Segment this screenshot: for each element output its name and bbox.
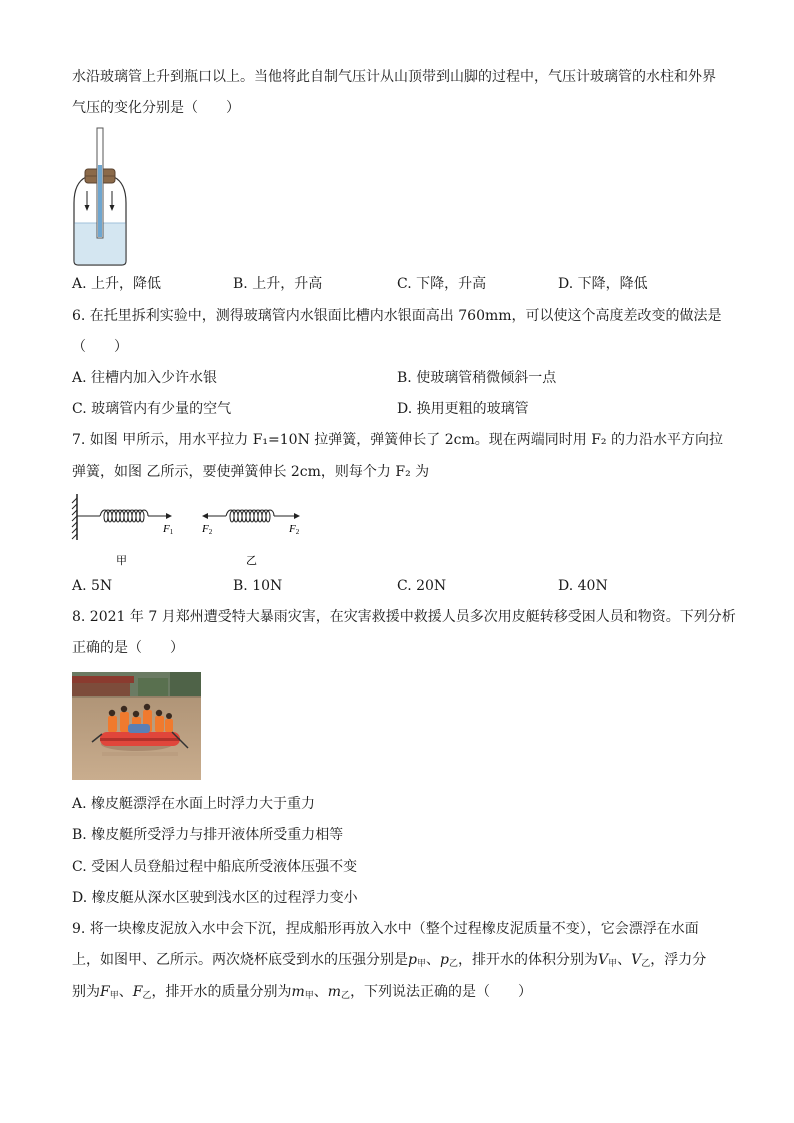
q7-option-b[interactable]: B. 10N — [233, 578, 283, 594]
q5-stem-line2: 气压的变化分别是（ ） — [72, 100, 240, 116]
q6-option-c[interactable]: C. 玻璃管内有少量的空气 — [72, 401, 232, 417]
q9-stem-line1: 9. 将一块橡皮泥放入水中会下沉，捏成船形再放入水中（整个过程橡皮泥质量不变），它会漂浮在水面 — [72, 921, 699, 937]
f2-right-label: F2 — [289, 523, 300, 536]
spring-figure — [70, 490, 310, 570]
q6-option-d[interactable]: D. 换用更粗的玻璃管 — [397, 401, 529, 417]
rescue-boat-photo — [72, 672, 201, 780]
q5-option-c[interactable]: C. 下降，升高 — [397, 276, 487, 292]
q8-stem-line2: 正确的是（ ） — [72, 640, 184, 656]
q6-stem-line1: 6. 在托里拆利实验中，测得玻璃管内水银面比槽内水银面高出 760mm，可以使这个高度差改变的做法是 — [72, 308, 722, 324]
q8-option-d[interactable]: D. 橡皮艇从深水区驶到浅水区的过程浮力变小 — [72, 890, 358, 906]
q7-stem-line1: 7. 如图 甲所示，用水平拉力 F₁=10N 拉弹簧，弹簧伸长了 2cm。现在两端同时用 F₂ 的力沿水平方向拉 — [72, 432, 723, 448]
barometer-figure — [70, 125, 130, 267]
q5-stem-line1: 水沿玻璃管上升到瓶口以上。当他将此自制气压计从山顶带到山脚的过程中，气压计玻璃管的水柱和外界 — [72, 69, 716, 85]
figure-jia-label: 甲 — [116, 554, 127, 567]
q6-option-b[interactable]: B. 使玻璃管稍微倾斜一点 — [397, 370, 557, 386]
q5-option-d[interactable]: D. 下降，降低 — [558, 276, 648, 292]
q8-stem-line1: 8. 2021 年 7 月郑州遭受特大暴雨灾害，在灾害救援中救援人员多次用皮艇转移受困人员和物资。下列分析 — [72, 609, 736, 625]
figure-yi-label: 乙 — [246, 554, 257, 567]
q7-option-c[interactable]: C. 20N — [397, 578, 447, 594]
q6-option-a[interactable]: A. 往槽内加入少许水银 — [72, 370, 218, 386]
q8-option-b[interactable]: B. 橡皮艇所受浮力与排开液体所受重力相等 — [72, 827, 344, 843]
q7-option-d[interactable]: D. 40N — [558, 578, 608, 594]
q8-option-a[interactable]: A. 橡皮艇漂浮在水面上时浮力大于重力 — [72, 796, 316, 812]
q6-stem-line2: （ ） — [72, 339, 128, 355]
q5-option-a[interactable]: A. 上升，降低 — [72, 276, 162, 292]
f2-left-label: F2 — [202, 523, 213, 536]
q7-option-a[interactable]: A. 5N — [72, 578, 113, 594]
q8-option-c[interactable]: C. 受困人员登船过程中船底所受液体压强不变 — [72, 859, 358, 875]
f1-label: F1 — [163, 523, 174, 536]
q9-stem-line3: 别为$F_甲$、$F_乙$，排开水的质量分别为$m_甲$、$m_乙$，下列说法正确的是（ ） — [72, 984, 533, 1001]
q5-option-b[interactable]: B. 上升，升高 — [233, 276, 323, 292]
q7-stem-line2: 弹簧，如图 乙所示，要使弹簧伸长 2cm，则每个力 F₂ 为 — [72, 464, 430, 480]
q9-stem-line2: 上，如图甲、乙所示。两次烧杯底受到水的压强分别是$p_甲$、$p_乙$，排开水的体积分别为$V_甲$、$V_乙$，浮力分 — [72, 952, 707, 969]
